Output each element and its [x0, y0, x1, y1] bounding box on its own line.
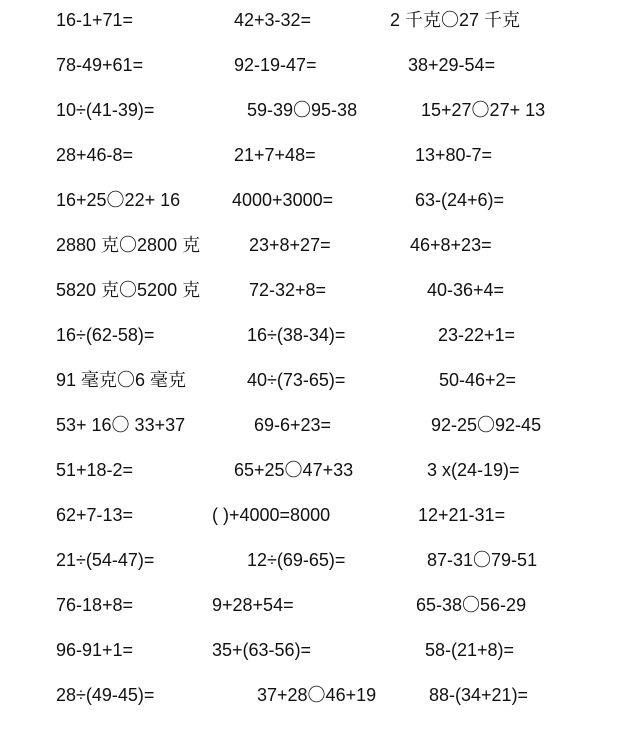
math-problem: 35+(63-56)=: [212, 640, 312, 660]
math-problem: 3 x(24-19)=: [427, 460, 520, 480]
problem-row: [0, 365, 633, 395]
math-problem: 92-25〇92-45: [431, 415, 542, 435]
math-problem: 2880 克〇2800 克: [56, 235, 201, 255]
math-problem: 78-49+61=: [56, 55, 144, 75]
problem-row: [0, 230, 633, 260]
math-problem: 37+28〇46+19: [257, 685, 377, 705]
problem-row: [0, 50, 633, 80]
math-problem: 59-39〇95-38: [247, 100, 358, 120]
math-problem: 46+8+23=: [410, 235, 492, 255]
problem-row: [0, 140, 633, 170]
math-problem: 58-(21+8)=: [425, 640, 515, 660]
math-problem: 63-(24+6)=: [415, 190, 505, 210]
math-problem: 72-32+8=: [249, 280, 327, 300]
math-problem: 96-91+1=: [56, 640, 134, 660]
math-problem: 16+25〇22+ 16: [56, 190, 181, 210]
problem-row: [0, 455, 633, 485]
math-problem: 28÷(49-45)=: [56, 685, 155, 705]
math-problem: 65-38〇56-29: [416, 595, 527, 615]
math-problem: 92-19-47=: [234, 55, 317, 75]
problem-row: [0, 635, 633, 665]
math-problem: 21÷(54-47)=: [56, 550, 155, 570]
problem-row: [0, 5, 633, 35]
math-problem: 38+29-54=: [408, 55, 496, 75]
math-problem: ( )+4000=8000: [212, 505, 331, 525]
math-problem: 9+28+54=: [212, 595, 294, 615]
math-problem: 12÷(69-65)=: [247, 550, 346, 570]
problem-row: [0, 680, 633, 710]
math-problem: 62+7-13=: [56, 505, 134, 525]
math-problem: 21+7+48=: [234, 145, 316, 165]
math-problem: 69-6+23=: [254, 415, 332, 435]
math-problem: 51+18-2=: [56, 460, 134, 480]
math-problem: 40÷(73-65)=: [247, 370, 346, 390]
problem-row: [0, 320, 633, 350]
math-problem: 16-1+71=: [56, 10, 134, 30]
math-problem: 87-31〇79-51: [427, 550, 538, 570]
problem-row: [0, 185, 633, 215]
math-problem: 91 毫克〇6 毫克: [56, 370, 187, 390]
math-problem: 76-18+8=: [56, 595, 134, 615]
math-problem: 65+25〇47+33: [234, 460, 354, 480]
math-problem: 4000+3000=: [232, 190, 334, 210]
math-problem: 53+ 16〇 33+37: [56, 415, 186, 435]
math-problem: 23-22+1=: [438, 325, 516, 345]
math-problem: 50-46+2=: [439, 370, 517, 390]
math-problem: 10÷(41-39)=: [56, 100, 155, 120]
problem-row: [0, 590, 633, 620]
problem-row: [0, 275, 633, 305]
problem-row: [0, 410, 633, 440]
math-problem: 16÷(38-34)=: [247, 325, 346, 345]
problem-row: [0, 500, 633, 530]
math-problem: 40-36+4=: [427, 280, 505, 300]
math-problem: 15+27〇27+ 13: [421, 100, 546, 120]
math-problem: 2 千克〇27 千克: [390, 10, 521, 30]
problem-row: [0, 545, 633, 575]
math-problem: 16÷(62-58)=: [56, 325, 155, 345]
math-problem: 12+21-31=: [418, 505, 506, 525]
problem-row: [0, 95, 633, 125]
math-problem: 88-(34+21)=: [429, 685, 529, 705]
math-problem: 13+80-7=: [415, 145, 493, 165]
math-problem: 5820 克〇5200 克: [56, 280, 201, 300]
math-problem: 42+3-32=: [234, 10, 312, 30]
math-problem: 28+46-8=: [56, 145, 134, 165]
math-problem: 23+8+27=: [249, 235, 331, 255]
